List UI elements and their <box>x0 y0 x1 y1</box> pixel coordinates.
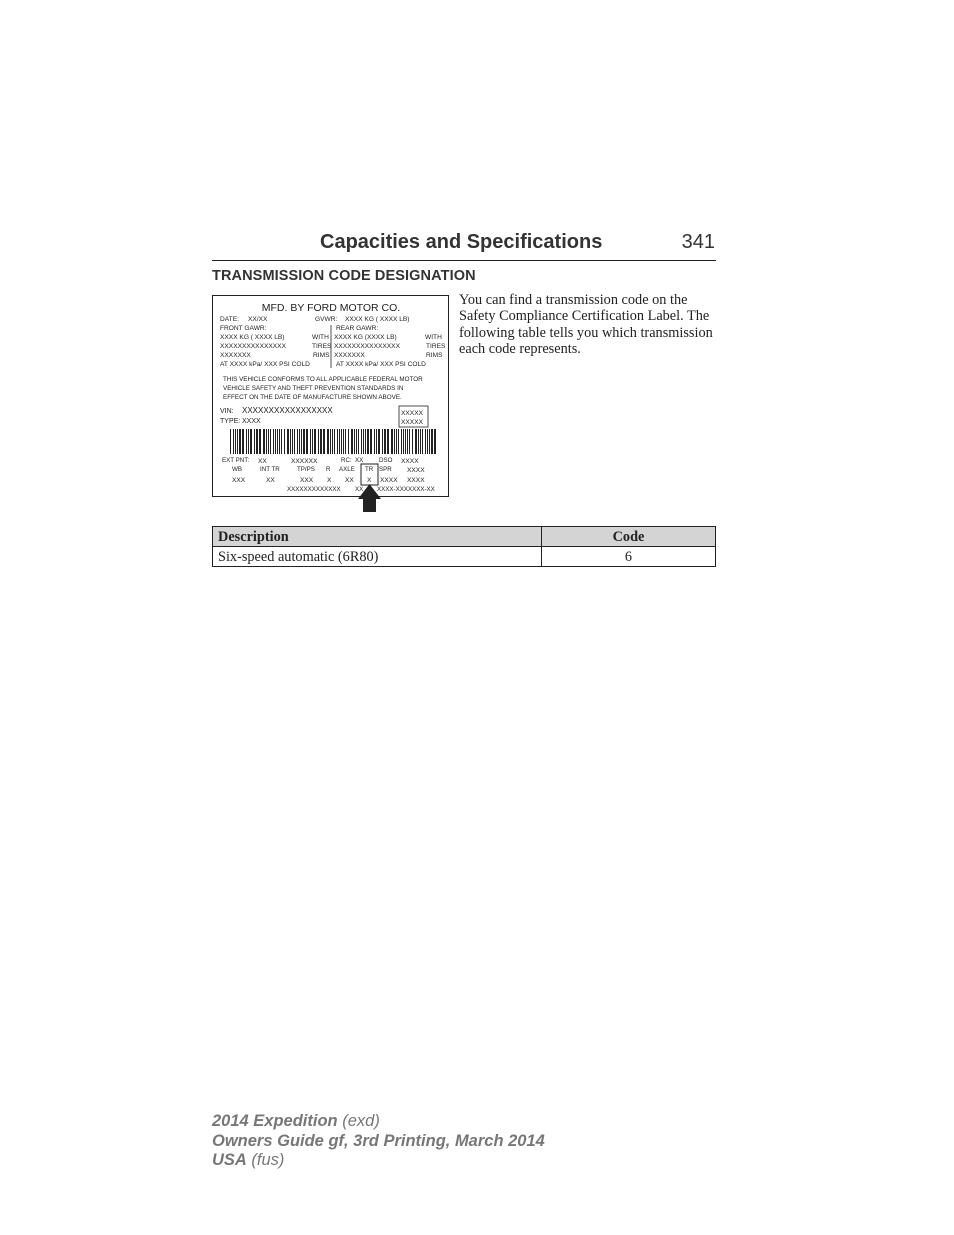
label-type: TYPE: <box>220 418 241 425</box>
barcode-bar <box>292 429 293 454</box>
label-conformity-2: VEHICLE SAFETY AND THEFT PREVENTION STANDARDS IN <box>223 385 404 392</box>
barcode-bar <box>294 429 295 454</box>
barcode-bar <box>268 429 269 454</box>
cell-description: Six-speed automatic (6R80) <box>213 547 542 567</box>
barcode-bar <box>407 429 408 454</box>
section-heading: TRANSMISSION CODE DESIGNATION <box>212 268 476 284</box>
footer-model: 2014 Expedition <box>212 1112 338 1130</box>
barcode-bar <box>297 429 298 454</box>
label-ext-pnt: EXT PNT: <box>222 457 250 464</box>
barcode-bar <box>281 429 282 454</box>
barcode-bar <box>343 429 344 454</box>
barcode-bar <box>339 429 340 454</box>
table-header-row <box>213 527 716 547</box>
barcode-bar <box>398 429 399 454</box>
barcode-bar <box>233 429 234 454</box>
label-r: R <box>326 466 331 473</box>
barcode-bar <box>235 429 236 454</box>
barcode-bar <box>287 429 289 454</box>
label-date: DATE: <box>220 316 239 323</box>
barcode-bar <box>391 429 393 454</box>
label-rear-rims: XXXXXXX <box>334 352 365 359</box>
label-rc: RC: <box>341 457 352 464</box>
barcode-bar <box>246 429 247 454</box>
label-drawing <box>213 296 450 512</box>
barcode-bar <box>409 429 410 454</box>
label-rims-1: RIMS <box>313 352 330 359</box>
barcode-bar <box>237 429 238 454</box>
label-conformity-3: EFFECT ON THE DATE OF MANUFACTURE SHOWN ABOVE. <box>223 394 402 401</box>
label-box-line-1: XXXXX <box>401 410 423 417</box>
barcode-bar <box>242 429 244 454</box>
barcode-bar <box>337 429 338 454</box>
barcode-bar <box>434 429 436 454</box>
barcode-bar <box>374 429 375 454</box>
barcode-bar <box>405 429 406 454</box>
barcode-bar <box>290 429 291 454</box>
barcode-bar <box>361 429 362 454</box>
label-vin: VIN: <box>220 408 234 415</box>
label-with-2: WITH <box>425 334 442 341</box>
barcode-bar <box>266 429 267 454</box>
label-rear-gawr: REAR GAWR: <box>336 325 379 332</box>
barcode-bar <box>401 429 402 454</box>
column-header-description: Description <box>213 527 542 547</box>
barcode-bar <box>330 429 331 454</box>
barcode-bar <box>277 429 278 454</box>
barcode-bar <box>427 429 428 454</box>
barcode-bar <box>254 429 255 454</box>
label-title: MFD. BY FORD MOTOR CO. <box>261 302 401 314</box>
label-rear-kg: XXXX KG (XXXX LB) <box>334 334 397 341</box>
barcode-bar <box>403 429 404 454</box>
label-front-kg: XXXX KG ( XXXX LB) <box>220 334 285 341</box>
label-axle: AXLE <box>339 466 355 473</box>
label-tires-1: TIRES <box>312 343 332 350</box>
label-vin-value: XXXXXXXXXXXXXXXXX <box>242 406 333 415</box>
barcode-bar <box>394 429 395 454</box>
column-header-code: Code <box>542 527 716 547</box>
label-rims-2: RIMS <box>426 352 443 359</box>
label-dso-value: XXXX <box>401 458 419 465</box>
barcode-bar <box>301 429 302 454</box>
page-footer <box>212 1112 545 1171</box>
barcode-bar <box>348 429 349 454</box>
label-axle-value: XX <box>345 477 354 484</box>
barcode-bar <box>376 429 377 454</box>
label-ext-pnt-value: XX <box>258 458 267 465</box>
label-wb: WB <box>232 466 242 473</box>
footer-market-code: (fus) <box>246 1151 285 1169</box>
label-with-1: WITH <box>312 334 329 341</box>
barcode-bar <box>230 429 231 454</box>
barcode-bar <box>239 429 241 454</box>
barcode-bar <box>273 429 274 454</box>
barcode-bar <box>323 429 325 454</box>
label-spr-value-2: XXXX <box>380 477 398 484</box>
label-type-value: XXXX <box>242 418 261 425</box>
label-front-tires: XXXXXXXXXXXXXXX <box>220 343 286 350</box>
barcode-bar <box>345 429 346 454</box>
barcode-bar <box>248 429 249 454</box>
certification-label-illustration <box>212 295 449 497</box>
label-spr-value-3: XXXX <box>407 477 425 484</box>
chapter-title: Capacities and Specifications <box>320 231 603 253</box>
label-tr: TR <box>365 466 374 473</box>
barcode-bar <box>256 429 258 454</box>
barcode-bar <box>318 429 319 454</box>
barcode-bar <box>263 429 265 454</box>
intro-paragraph: You can find a transmission code on the Safety Compliance Certification Label. The following table tells you which transmission each code represents. <box>459 292 713 357</box>
label-r-value: X <box>327 477 332 484</box>
label-spr-value: XXXX <box>407 467 425 474</box>
label-rc-value: XX <box>355 457 364 464</box>
barcode-bar <box>425 429 426 454</box>
barcode-bar <box>312 429 313 454</box>
label-ext-pnt-value-2: XXXXXX <box>291 458 318 465</box>
transmission-code-table <box>212 526 716 567</box>
footer-line-3 <box>212 1151 545 1171</box>
label-tp-ps: TP/PS <box>297 466 315 473</box>
barcode-bar <box>354 429 355 454</box>
label-tp-ps-value: XXX <box>300 477 314 484</box>
barcode-bar <box>299 429 300 454</box>
label-front-rims: XXXXXXX <box>220 352 251 359</box>
footer-line-2 <box>212 1132 545 1152</box>
barcode-bar <box>320 429 322 454</box>
barcode-bar <box>358 429 359 454</box>
barcode-bar <box>284 429 285 454</box>
barcode-bar <box>279 429 280 454</box>
barcode-bar <box>327 429 329 454</box>
cell-code: 6 <box>542 547 716 567</box>
barcode-bar <box>356 429 357 454</box>
barcode-bar <box>275 429 276 454</box>
footer-market: USA <box>212 1151 247 1169</box>
barcode-bar <box>396 429 397 454</box>
barcode-bar <box>387 429 389 454</box>
barcode-bar <box>351 429 353 454</box>
barcode-bar <box>259 429 261 454</box>
barcode-bar <box>314 429 316 454</box>
label-tr-value: X <box>367 477 372 484</box>
barcode-bar <box>332 429 333 454</box>
label-int-tr-value: XX <box>266 477 275 484</box>
label-gvwr: GVWR: <box>315 316 338 323</box>
barcode-bar <box>418 429 419 454</box>
table-row <box>213 547 716 567</box>
barcode-bar <box>420 429 421 454</box>
label-rear-tires: XXXXXXXXXXXXXXX <box>334 343 400 350</box>
label-bottom-3: XXXX-XXXXXXX-XX <box>377 486 435 493</box>
barcode-bar <box>422 429 423 454</box>
barcode-bar <box>415 429 417 454</box>
label-date-value: XX/XX <box>248 316 268 323</box>
barcode-bar <box>412 429 413 454</box>
label-bottom-1: XXXXXXXXXXXXX <box>287 486 341 493</box>
barcode-bar <box>378 429 380 454</box>
barcode-bar <box>384 429 386 454</box>
page-number: 341 <box>681 231 715 253</box>
barcode-bar <box>367 429 369 454</box>
barcode-bar <box>431 429 433 454</box>
page-header <box>212 230 716 261</box>
label-rear-pressure: AT XXXX kPa/ XXX PSI COLD <box>336 361 426 368</box>
footer-line-1 <box>212 1112 545 1132</box>
barcode-bar <box>365 429 366 454</box>
barcode <box>230 429 436 454</box>
label-bottom-2: XX <box>355 486 364 493</box>
label-front-pressure: AT XXXX kPa/ XXX PSI COLD <box>220 361 310 368</box>
label-gvwr-value: XXXX KG ( XXXX LB) <box>345 316 410 323</box>
label-spr: SPR <box>379 466 392 473</box>
barcode-bar <box>303 429 305 454</box>
barcode-bar <box>370 429 372 454</box>
barcode-bar <box>306 429 308 454</box>
label-conformity-1: THIS VEHICLE CONFORMS TO ALL APPLICABLE FEDERAL MOTOR <box>223 376 423 383</box>
footer-guide-info: Owners Guide gf, 3rd Printing, March 2014 <box>212 1131 545 1150</box>
barcode-bar <box>310 429 311 454</box>
barcode-bar <box>334 429 335 454</box>
label-box-line-2: XXXXX <box>401 419 423 426</box>
barcode-bar <box>429 429 430 454</box>
barcode-bar <box>382 429 383 454</box>
label-wb-value: XXX <box>232 477 246 484</box>
footer-model-code: (exd) <box>337 1112 380 1130</box>
label-tires-2: TIRES <box>426 343 446 350</box>
label-front-gawr: FRONT GAWR: <box>220 325 267 332</box>
label-int-tr: INT TR <box>260 466 280 473</box>
barcode-bar <box>341 429 342 454</box>
barcode-bar <box>270 429 271 454</box>
barcode-bar <box>363 429 364 454</box>
barcode-bar <box>250 429 252 454</box>
label-dso: DSO <box>379 457 393 464</box>
